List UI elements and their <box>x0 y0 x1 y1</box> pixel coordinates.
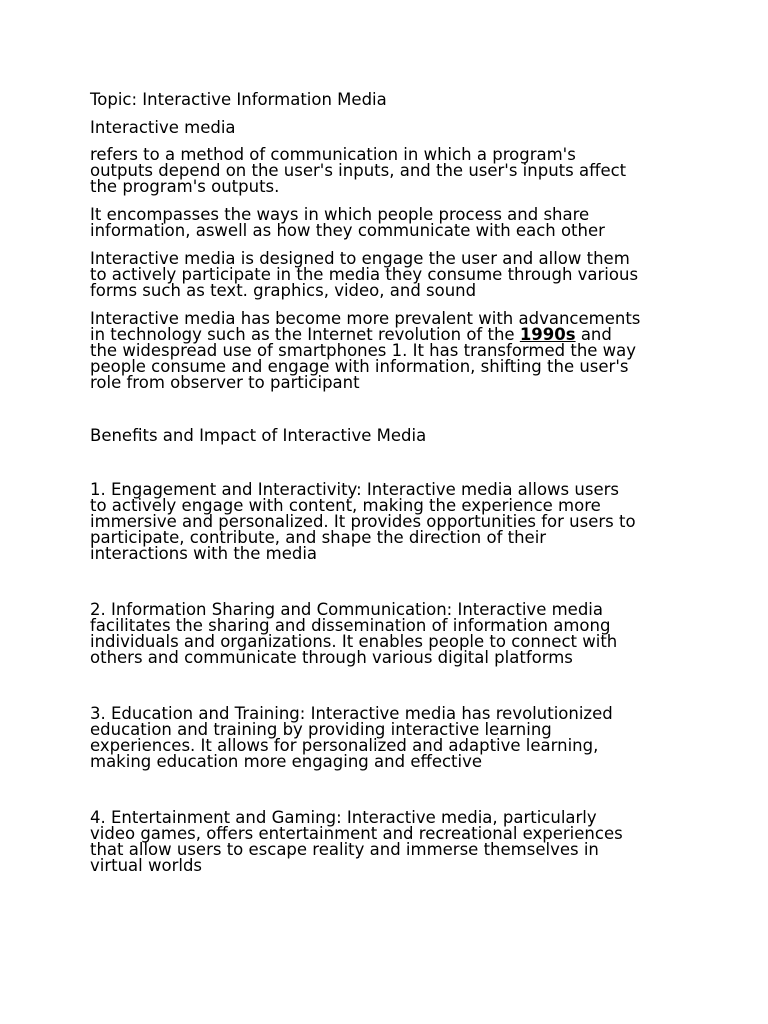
benefit-line: to actively engage with content, making the experience more <box>90 496 601 515</box>
benefit-item <box>90 602 684 666</box>
benefit-item <box>90 706 684 770</box>
paragraph-line: the widespread use of smartphones 1. It has transformed the way <box>90 341 637 360</box>
paragraph-prevalent <box>90 311 684 391</box>
benefits-heading <box>90 426 684 446</box>
link-1990s[interactable]: 1990s <box>519 325 576 344</box>
benefit-line: 2. Information Sharing and Communication: Interactive media <box>90 600 603 619</box>
benefit-line: facilitates the sharing and dissemination of information among <box>90 616 611 635</box>
benefit-line: individuals and organizations. It enables people to connect with <box>90 632 618 651</box>
section-heading <box>90 118 684 138</box>
benefit-line: interactions with the media <box>90 544 318 563</box>
topic-line <box>90 90 684 110</box>
paragraph-line: It encompasses the ways in which people process and share <box>90 205 590 224</box>
benefit-item <box>90 482 684 562</box>
benefit-line: virtual worlds <box>90 856 203 875</box>
paragraph-line: Interactive media has become more prevalent with advancements <box>90 309 641 328</box>
benefit-line: education and training by providing interactive learning <box>90 720 552 739</box>
paragraph-line: role from observer to participant <box>90 373 360 392</box>
paragraph-line: outputs depend on the user's inputs, and the user's inputs affect <box>90 161 627 180</box>
paragraph-line: forms such as text. graphics, video, and sound <box>90 281 477 300</box>
paragraph-line: Interactive media is designed to engage the user and allow them <box>90 249 630 268</box>
benefit-line: others and communicate through various digital platforms <box>90 648 573 667</box>
benefit-line: immersive and personalized. It provides opportunities for users to <box>90 512 636 531</box>
benefits-heading-text: Benefits and Impact of Interactive Media <box>90 426 427 445</box>
benefit-line: video games, offers entertainment and recreational experiences <box>90 824 623 843</box>
benefit-line: experiences. It allows for personalized and adaptive learning, <box>90 736 599 755</box>
paragraph-line: information, aswell as how they communicate with each other <box>90 221 605 240</box>
benefit-line: 1. Engagement and Interactivity: Interactive media allows users <box>90 480 619 499</box>
benefit-line: participate, contribute, and shape the direction of their <box>90 528 547 547</box>
paragraph-definition <box>90 147 684 195</box>
benefit-line: 3. Education and Training: Interactive media has revolutionized <box>90 704 613 723</box>
paragraph-line: refers to a method of communication in which a program's <box>90 145 576 164</box>
section-heading-text: Interactive media <box>90 118 236 137</box>
paragraph-line: the program's outputs. <box>90 177 280 196</box>
text-segment: and <box>575 325 612 344</box>
benefit-line: that allow users to escape reality and immerse themselves in <box>90 840 599 859</box>
paragraph-line: people consume and engage with information, shifting the user's <box>90 357 629 376</box>
paragraph-designed <box>90 251 684 299</box>
text-segment: in technology such as the Internet revolution of the <box>90 325 520 344</box>
paragraph-encompasses <box>90 207 684 239</box>
topic-text: Topic: Interactive Information Media <box>90 90 387 109</box>
benefit-line: 4. Entertainment and Gaming: Interactive media, particularly <box>90 808 597 827</box>
paragraph-line: to actively participate in the media they consume through various <box>90 265 639 284</box>
benefit-line: making education more engaging and effective <box>90 752 483 771</box>
benefit-item <box>90 810 684 874</box>
